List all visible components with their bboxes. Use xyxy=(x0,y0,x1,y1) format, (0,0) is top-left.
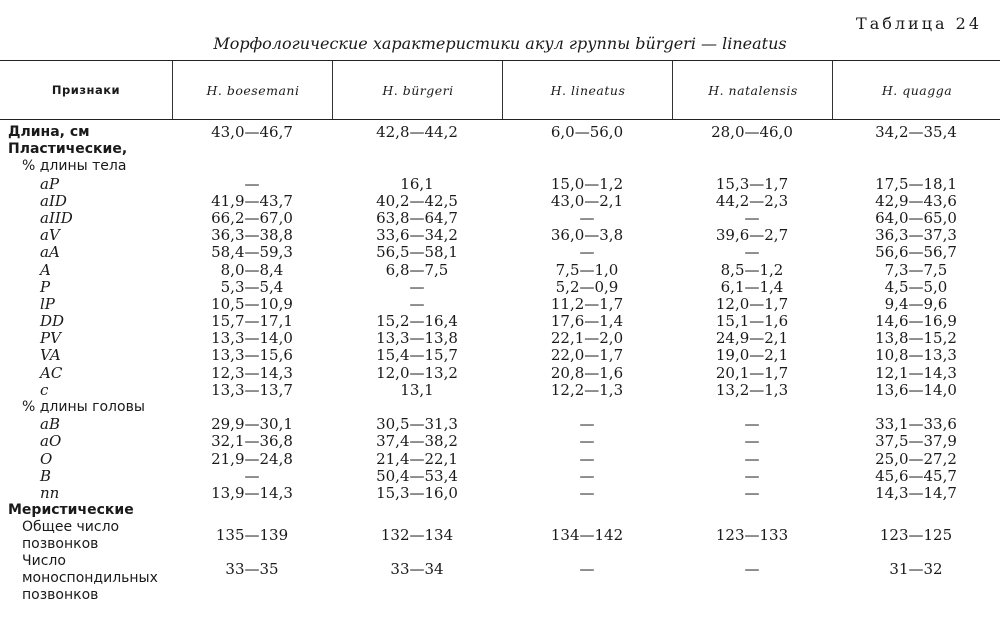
table-row xyxy=(0,244,1000,261)
cell-value: 6,8—7,5 xyxy=(385,260,449,279)
cell-value: 15,0—1,2 xyxy=(550,174,624,193)
cell-value: 63,8—64,7 xyxy=(376,208,458,227)
row-label: Меристические xyxy=(8,502,134,519)
cell-value: 32,1—36,8 xyxy=(211,432,293,451)
row-label: VA xyxy=(40,346,61,365)
cell-value: 29,9—30,1 xyxy=(211,415,293,434)
row-label: aP xyxy=(40,174,60,193)
cell-value: — xyxy=(244,174,260,193)
cell-value: 24,9—2,1 xyxy=(715,329,789,348)
cell-value: — xyxy=(579,243,595,262)
table-title: Морфологические характеристики акул группы bürgeri — lineatus xyxy=(213,34,787,53)
cell-value: 14,6—16,9 xyxy=(875,312,957,331)
cell-value: 123—125 xyxy=(879,526,953,545)
table-row xyxy=(0,158,1000,175)
table-row xyxy=(0,262,1000,279)
cell-value: — xyxy=(579,432,595,451)
table-row xyxy=(0,141,1000,158)
cell-value: 56,5—58,1 xyxy=(376,243,458,262)
cell-value: 135—139 xyxy=(215,526,289,545)
cell-value: 15,3—16,0 xyxy=(376,483,458,502)
cell-value: 17,6—1,4 xyxy=(550,312,624,331)
cell-value: 12,0—1,7 xyxy=(715,294,789,313)
cell-value: 123—133 xyxy=(715,526,789,545)
table-row xyxy=(0,227,1000,244)
cell-value: 25,0—27,2 xyxy=(875,449,957,468)
cell-value: 50,4—53,4 xyxy=(376,466,458,485)
table-body xyxy=(0,124,1000,605)
row-label: PV xyxy=(40,329,61,348)
cell-value: 36,3—37,3 xyxy=(875,226,957,245)
table-row xyxy=(0,519,1000,553)
header-natalensis: H. natalensis xyxy=(672,61,833,119)
cell-value: 8,0—8,4 xyxy=(220,260,284,279)
cell-value: — xyxy=(579,466,595,485)
cell-value: — xyxy=(744,432,760,451)
cell-value: 12,3—14,3 xyxy=(211,363,293,382)
cell-value: 15,1—1,6 xyxy=(715,312,789,331)
cell-value: 15,2—16,4 xyxy=(376,312,458,331)
cell-value: 33—35 xyxy=(225,560,279,579)
row-label: aV xyxy=(40,226,60,245)
cell-value: 11,2—1,7 xyxy=(550,294,624,313)
cell-value: 36,3—38,8 xyxy=(211,226,293,245)
row-label: Число моноспондильных позвонков xyxy=(22,553,158,604)
cell-value: 22,0—1,7 xyxy=(550,346,624,365)
cell-value: 33—34 xyxy=(390,560,444,579)
header-quagga: H. quagga xyxy=(832,61,1000,119)
cell-value: 13,9—14,3 xyxy=(211,483,293,502)
cell-value: 22,1—2,0 xyxy=(550,329,624,348)
cell-value: 13,8—15,2 xyxy=(875,329,957,348)
row-label: Общее число позвонков xyxy=(22,519,120,553)
cell-value: 37,5—37,9 xyxy=(875,432,957,451)
row-label: AC xyxy=(40,363,63,382)
cell-value: — xyxy=(744,560,760,579)
cell-value: 13,3—13,7 xyxy=(211,380,293,399)
cell-value: — xyxy=(579,483,595,502)
cell-value: 44,2—2,3 xyxy=(715,191,789,210)
cell-value: 7,3—7,5 xyxy=(884,260,948,279)
cell-value: 132—134 xyxy=(380,526,454,545)
row-label: % длины головы xyxy=(22,399,145,415)
cell-value: 12,1—14,3 xyxy=(875,363,957,382)
cell-value: 8,5—1,2 xyxy=(720,260,784,279)
cell-value: 5,3—5,4 xyxy=(220,277,284,296)
table-row xyxy=(0,433,1000,450)
cell-value: 36,0—3,8 xyxy=(550,226,624,245)
row-label: P xyxy=(40,277,51,296)
table-header xyxy=(0,60,1000,120)
cell-value: 13,2—1,3 xyxy=(715,380,789,399)
cell-value: 13,1 xyxy=(400,380,434,399)
row-label: % длины тела xyxy=(22,158,127,175)
row-label: nn xyxy=(40,483,60,502)
table-row xyxy=(0,502,1000,519)
cell-value: 28,0—46,0 xyxy=(711,123,793,141)
cell-value: 43,0—2,1 xyxy=(550,191,624,210)
cell-value: 15,3—1,7 xyxy=(715,174,789,193)
cell-value: 21,9—24,8 xyxy=(211,449,293,468)
cell-value: — xyxy=(409,277,425,296)
row-label: c xyxy=(40,380,49,399)
cell-value: — xyxy=(579,560,595,579)
cell-value: 58,4—59,3 xyxy=(211,243,293,262)
cell-value: 13,3—15,6 xyxy=(211,346,293,365)
row-label: aID xyxy=(40,191,67,210)
table-row xyxy=(0,451,1000,468)
table-row xyxy=(0,124,1000,141)
cell-value: 16,1 xyxy=(400,174,434,193)
cell-value: 12,0—13,2 xyxy=(376,363,458,382)
cell-value: 6,1—1,4 xyxy=(720,277,784,296)
row-label: DD xyxy=(40,312,65,331)
table-row xyxy=(0,485,1000,502)
table-row xyxy=(0,193,1000,210)
row-label: lP xyxy=(40,294,55,313)
cell-value: 66,2—67,0 xyxy=(211,208,293,227)
cell-value: 14,3—14,7 xyxy=(875,483,957,502)
header-boesemani: H. boesemani xyxy=(172,61,333,119)
row-label: A xyxy=(40,260,51,279)
cell-value: 12,2—1,3 xyxy=(550,380,624,399)
cell-value: 37,4—38,2 xyxy=(376,432,458,451)
cell-value: — xyxy=(409,294,425,313)
cell-value: 9,4—9,6 xyxy=(884,294,948,313)
row-label: O xyxy=(40,449,53,468)
cell-value: — xyxy=(744,466,760,485)
cell-value: 41,9—43,7 xyxy=(211,191,293,210)
table-row xyxy=(0,468,1000,485)
table-row xyxy=(0,313,1000,330)
table-row xyxy=(0,399,1000,416)
table-row xyxy=(0,176,1000,193)
cell-value: 10,8—13,3 xyxy=(875,346,957,365)
cell-value: — xyxy=(744,483,760,502)
cell-value: 4,5—5,0 xyxy=(884,277,948,296)
cell-value: 64,0—65,0 xyxy=(875,208,957,227)
cell-value: 31—32 xyxy=(889,560,943,579)
header-features: Признаки xyxy=(51,83,121,97)
cell-value: 34,2—35,4 xyxy=(875,123,957,141)
cell-value: 15,4—15,7 xyxy=(376,346,458,365)
cell-value: 39,6—2,7 xyxy=(715,226,789,245)
cell-value: 43,0—46,7 xyxy=(211,123,293,141)
cell-value: — xyxy=(744,415,760,434)
table-row xyxy=(0,347,1000,364)
table-number: Таблица 24 xyxy=(856,14,982,33)
cell-value: 40,2—42,5 xyxy=(376,191,458,210)
cell-value: — xyxy=(579,415,595,434)
cell-value: 33,1—33,6 xyxy=(875,415,957,434)
table-row xyxy=(0,296,1000,313)
cell-value: 15,7—17,1 xyxy=(211,312,293,331)
cell-value: 7,5—1,0 xyxy=(555,260,619,279)
cell-value: — xyxy=(744,208,760,227)
cell-value: — xyxy=(744,449,760,468)
row-label: B xyxy=(40,466,52,485)
cell-value: 13,3—13,8 xyxy=(376,329,458,348)
cell-value: 19,0—2,1 xyxy=(715,346,789,365)
cell-value: 134—142 xyxy=(550,526,624,545)
cell-value: — xyxy=(244,466,260,485)
table-row xyxy=(0,365,1000,382)
cell-value: — xyxy=(744,243,760,262)
cell-value: 33,6—34,2 xyxy=(376,226,458,245)
table-row xyxy=(0,210,1000,227)
cell-value: 5,2—0,9 xyxy=(555,277,619,296)
cell-value: 17,5—18,1 xyxy=(875,174,957,193)
row-label: aA xyxy=(40,243,60,262)
table-row xyxy=(0,330,1000,347)
row-label: Пластические, xyxy=(8,141,128,158)
cell-value: 13,3—14,0 xyxy=(211,329,293,348)
cell-value: — xyxy=(579,208,595,227)
cell-value: 20,1—1,7 xyxy=(715,363,789,382)
cell-value: 45,6—45,7 xyxy=(875,466,957,485)
cell-value: 42,8—44,2 xyxy=(376,123,458,141)
table-row xyxy=(0,279,1000,296)
table-row xyxy=(0,553,1000,605)
cell-value: 56,6—56,7 xyxy=(875,243,957,262)
cell-value: 10,5—10,9 xyxy=(211,294,293,313)
table-row xyxy=(0,416,1000,433)
table-row xyxy=(0,382,1000,399)
row-label: aO xyxy=(40,432,62,451)
cell-value: 30,5—31,3 xyxy=(376,415,458,434)
cell-value: 6,0—56,0 xyxy=(550,123,624,141)
cell-value: — xyxy=(579,449,595,468)
row-label: aIID xyxy=(40,208,73,227)
cell-value: 20,8—1,6 xyxy=(550,363,624,382)
row-label: aB xyxy=(40,415,60,434)
row-label: Длина, см xyxy=(8,124,90,140)
header-lineatus: H. lineatus xyxy=(502,61,673,119)
cell-value: 42,9—43,6 xyxy=(875,191,957,210)
header-burgeri: H. bürgeri xyxy=(332,61,503,119)
cell-value: 21,4—22,1 xyxy=(376,449,458,468)
cell-value: 13,6—14,0 xyxy=(875,380,957,399)
